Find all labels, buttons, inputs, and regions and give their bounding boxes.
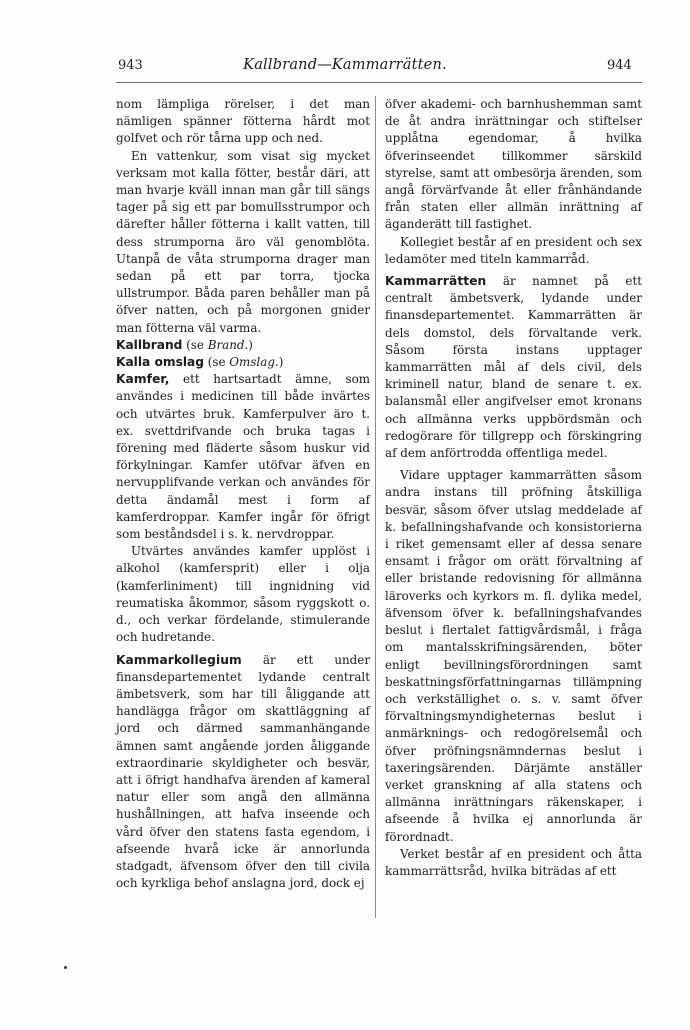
headword-kamfer: Kamfer, [116,372,170,387]
ink-speck [64,966,67,969]
cross-ref-open: (se [186,337,208,352]
header-rule [116,82,642,83]
paragraph-verket: Verket består af en president och åtta kammarrättsråd, hvilka biträdas af ett [385,846,642,878]
cross-ref-omslag: Omslag. [229,355,279,370]
column-separator [375,96,376,918]
paragraph-utvartes: Utvärtes användes kamfer upplöst i alkohol (kamfersprit) eller i olja (kamferliniment) till ingnidning vid reumatiska åkommor, såsom ryggskott o. d., och verkar fördelande, stimulerande och hudretande. [116,544,370,645]
entry-kamfer-text: ett hartsartadt ämne, som användes i medicinen till både invärtes och utvärtes bruk. Kamferpulver äro t. ex. svettdrifvande och bruka tagas i förening med fläderte såsom huskur vid förkylningar. Kamfer utöfvar äfven en nervupplifvande verkan och användes för detta ändamål mest i form af kamferdroppar. Kamfer ingår för öfrigt som beståndsdel i s. k. nervdroppar. [116,372,371,542]
headword-kammarkollegium: Kammarkollegium [116,652,242,667]
paragraph-kollegiet: Kollegiet består af en president och sex ledamöter med titeln kammarråd. [385,234,642,266]
headword-kalla-omslag: Kalla omslag [116,355,204,370]
entry-kamfer [116,371,370,543]
page-number-right: 944 [607,58,632,73]
entry-kammarratten-text: är namnet på ett centralt ämbetsverk, lydande under finansdepartementet. Kammarrätten är dels domstol, dels förvaltande verk. Såsom första instans upptager kammarrätten mål af dels civil, dels kriminell natur, bland de senare t. ex. balansmål eller angifvelser emot kronans och allmänna verks uppbördsmän och redogörare för tillgrepp och förskingring af dem anförtrodda offentliga medel. [385,274,643,461]
cross-ref-close: ) [248,337,253,352]
cross-ref-brand: Brand. [207,337,249,352]
paragraph-intro: nom lämpliga rörelser, i det man nämligen spänner fötterna hårdt mot golfvet och rör tårna upp och ned. [116,97,370,146]
paragraph-continuation: öfver akademi- och barnhushemman samt de åt andra inrättningar och stiftelser upplåtna egendomar, å hvilka öfverinseendet tillkommer särskild styrelse, samt att ombesörja ärenden, som angå förvärfvande åt eller frånhändande från staten eller allmän inrättning af äganderätt till fastighet. [385,97,642,232]
cross-ref-open: (se [207,355,230,370]
headword-kallbrand: Kallbrand [116,337,183,352]
cross-ref-close: ) [278,355,284,370]
running-title: Kallbrand—Kammarrätten. [243,57,447,73]
entry-kammarratten [385,273,642,462]
paragraph-vattenkur: En vattenkur, som visat sig mycket verksam mot kalla fötter, består däri, att man hvarje kväll innan man går till sängs tager på sig ett par bomullsstrumpor och därefter håller fötterna i kallt vatten, till dess strumporna äro väl genomblöta. Utanpå de våta strumporna drager man sedan på ett par torra, tjocka ullstrumpor. Båda paren behåller man på öfver natten, och på morgonen gnider man fötterna väl varma. [116,148,370,335]
right-column [385,96,642,880]
headword-kammarratten: Kammarrätten [385,274,487,289]
entry-kalla-omslag [116,354,370,371]
paragraph-vidare: Vidare upptager kammarrätten såsom andra instans till pröfning åtskilliga besvär, såsom öfver utslag meddelade af k. befallningshafvande och konsistorierna i riket gemensamt eller af dessa senare ensamt i frågor om orätt förvaltning af eller bristande redovisning för allmänna läroverks och kyrkors m. fl. dylika medel, äfvensom öfver k. befallningshafvandes beslut i flertalet fattigvårdsmål, i fråga om mantalsskrifningsärenden, böter enligt bevillningsförordningen samt beskattningsförfattningarnas tillämpning och verkställighet o. s. v. samt öfver förvaltningsmyndigheternas beslut i anmärknings- och redogörelsemål och öfver pröfningsnämndernas beslut i taxeringsärenden. Därjämte anställer verket granskning af alla statens och allmänna inrättningars räkenskaper, i afseende å hvilka ej annorlunda är förordnadt. [385,468,642,844]
page-number-left: 943 [118,58,143,73]
entry-kammarkollegium-text: är ett under finansdepartementet lydande centralt ämbetsverk, som har till åliggande att handlägga frågor om skattläggning af jord och därmed sammanhängande ämnen samt angående jorden åliggande extraordinarie skyldigheter och besvär, att i öfrigt handhafva ärenden af kameral natur eller som angå den allmänna hushållningen, att hafva inseende och vård öfver den statens fasta egendom, i afseende hvarå icke är annorlunda stadgadt, äfvensom öfver den till civila och kyrkliga behof anslagna jord, dock ej [116,652,371,891]
entry-kallbrand [116,337,370,354]
entry-kammarkollegium [116,652,370,893]
left-column [116,96,370,892]
